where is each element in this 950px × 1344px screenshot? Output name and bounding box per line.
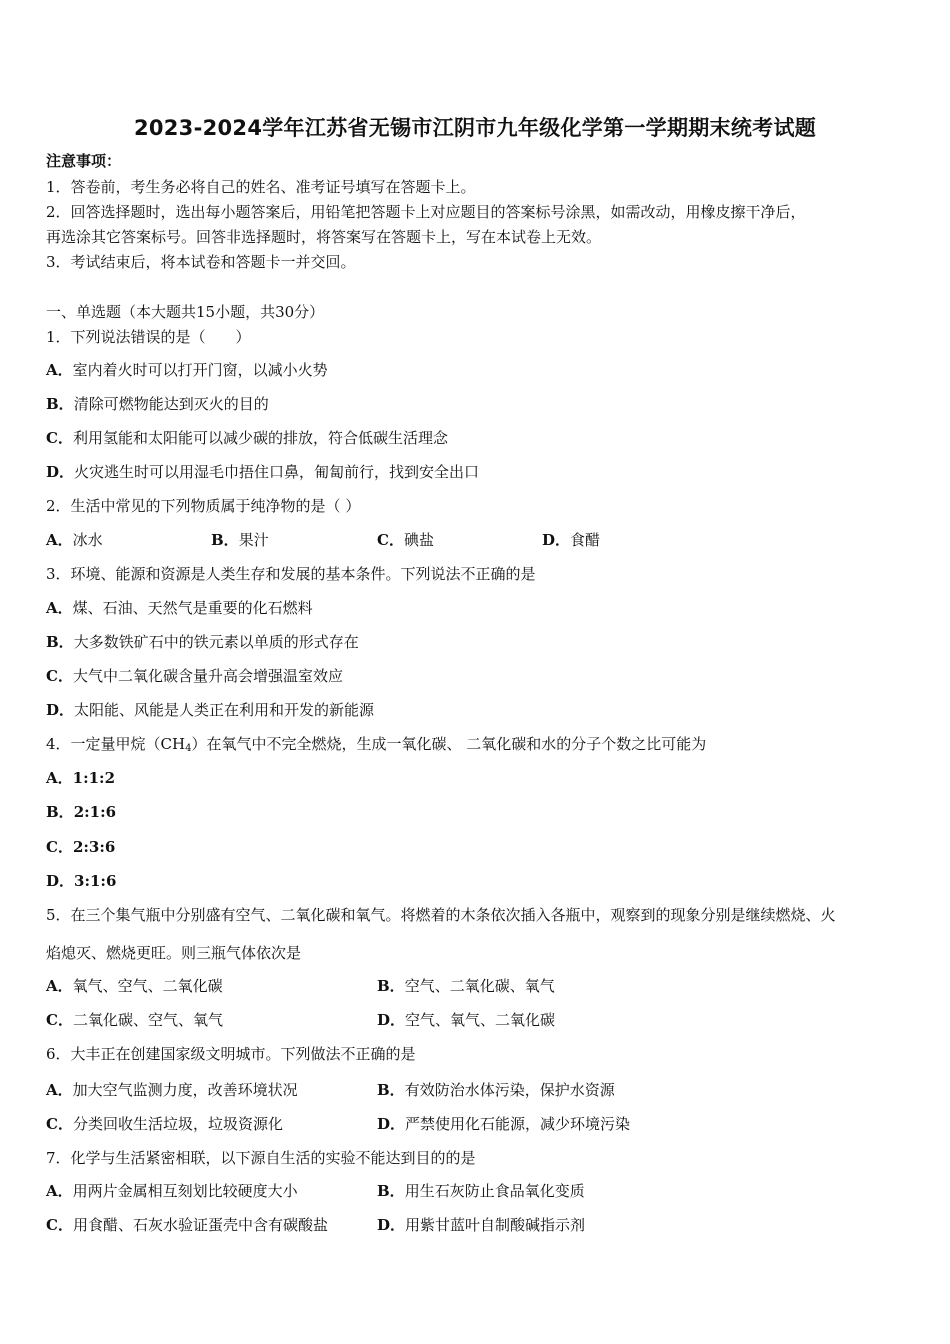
option-text: 清除可燃物能达到灭火的目的 xyxy=(73,395,269,413)
question-2-stem: 2．生活中常见的下列物质属于纯净物的是（ ） xyxy=(46,497,361,515)
option-letter: D． xyxy=(542,531,571,549)
option-letter: B． xyxy=(211,531,239,549)
option-letter: B． xyxy=(46,803,74,821)
q2-option-c xyxy=(377,531,434,549)
option-letter: C． xyxy=(46,1115,73,1133)
option-text: 利用氢能和太阳能可以减少碳的排放，符合低碳生活理念 xyxy=(72,429,448,447)
option-letter: A． xyxy=(46,1081,73,1099)
q6-option-d xyxy=(377,1115,630,1133)
option-text: 煤、石油、天然气是重要的化石燃料 xyxy=(72,599,313,617)
option-text: 2:1:6 xyxy=(73,803,117,821)
q2-option-a xyxy=(46,531,103,549)
section-heading: 一、单选题（本大题共15小题，共30分） xyxy=(46,303,325,321)
q2-option-b xyxy=(211,531,269,549)
q1-option-d xyxy=(46,463,479,481)
option-text: 大多数铁矿石中的铁元素以单质的形式存在 xyxy=(73,633,359,651)
option-letter: C． xyxy=(46,838,73,856)
q4-option-d xyxy=(46,872,116,890)
option-text: 火灾逃生时可以用湿毛巾捂住口鼻，匍匐前行，找到安全出口 xyxy=(74,463,480,481)
option-text: 分类回收生活垃圾，垃圾资源化 xyxy=(72,1115,283,1133)
option-letter: D． xyxy=(377,1115,406,1133)
option-letter: B． xyxy=(377,1081,405,1099)
option-text: 用两片金属相互刻划比较硬度大小 xyxy=(72,1182,298,1200)
stem-text: 4．一定量甲烷（CH xyxy=(46,735,186,753)
option-text: 有效防治水体污染，保护水资源 xyxy=(404,1081,615,1099)
option-text: 用紫甘蓝叶自制酸碱指示剂 xyxy=(405,1216,586,1234)
q4-option-b xyxy=(46,803,116,821)
notice-item: 1．答卷前，考生务必将自己的姓名、准考证号填写在答题卡上。 xyxy=(46,178,476,196)
q4-option-c xyxy=(46,838,115,856)
stem-text: ）在氧气中不完全燃烧，生成一氧化碳、 二氧化碳和水的分子个数之比可能为 xyxy=(191,735,707,753)
question-6-stem: 6．大丰正在创建国家级文明城市。下列做法不正确的是 xyxy=(46,1045,416,1063)
q3-option-a xyxy=(46,599,313,617)
option-letter: B． xyxy=(377,1182,405,1200)
option-text: 空气、二氧化碳、氧气 xyxy=(404,977,555,995)
q5-option-d xyxy=(377,1011,555,1029)
option-text: 室内着火时可以打开门窗，以减小火势 xyxy=(72,361,328,379)
option-letter: A． xyxy=(46,977,73,995)
q5-option-a xyxy=(46,977,223,995)
option-text: 用生石灰防止食品氧化变质 xyxy=(404,1182,585,1200)
option-text: 空气、氧气、二氧化碳 xyxy=(405,1011,556,1029)
q4-option-a xyxy=(46,769,115,787)
q5-option-b xyxy=(377,977,555,995)
option-letter: D． xyxy=(46,872,75,890)
question-5-stem-cont: 焰熄灭、燃烧更旺。则三瓶气体依次是 xyxy=(46,944,302,962)
question-3-stem: 3．环境、能源和资源是人类生存和发展的基本条件。下列说法不正确的是 xyxy=(46,565,536,583)
option-letter: C． xyxy=(46,1011,73,1029)
option-text: 用食醋、石灰水验证蛋壳中含有碳酸盐 xyxy=(72,1216,328,1234)
option-text: 食醋 xyxy=(570,531,601,549)
option-letter: B． xyxy=(46,633,74,651)
q6-option-c xyxy=(46,1115,283,1133)
option-text: 大气中二氧化碳含量升高会增强温室效应 xyxy=(72,667,343,685)
option-text: 冰水 xyxy=(72,531,103,549)
q6-option-a xyxy=(46,1081,298,1099)
question-7-stem: 7．化学与生活紧密相联，以下源自生活的实验不能达到目的的是 xyxy=(46,1149,476,1167)
q3-option-c xyxy=(46,667,343,685)
q7-option-c xyxy=(46,1216,328,1234)
option-letter: A． xyxy=(46,361,73,379)
option-text: 氧气、空气、二氧化碳 xyxy=(72,977,223,995)
q2-option-d xyxy=(542,531,600,549)
q6-option-b xyxy=(377,1081,615,1099)
notice-item: 3．考试结束后，将本试卷和答题卡一并交回。 xyxy=(46,253,356,271)
subscript: 4 xyxy=(185,743,192,754)
question-5-stem: 5．在三个集气瓶中分别盛有空气、二氧化碳和氧气。将燃着的木条依次插入各瓶中，观察到的现象分别是继续燃烧、火 xyxy=(46,906,836,924)
question-4-stem xyxy=(46,735,706,758)
q7-option-a xyxy=(46,1182,298,1200)
option-letter: A． xyxy=(46,1182,73,1200)
option-letter: C． xyxy=(46,1216,73,1234)
q7-option-b xyxy=(377,1182,585,1200)
option-text: 3:1:6 xyxy=(74,872,117,890)
q1-option-c xyxy=(46,429,448,447)
option-letter: A． xyxy=(46,769,73,787)
q1-option-b xyxy=(46,395,269,413)
option-letter: D． xyxy=(46,463,75,481)
option-text: 碘盐 xyxy=(403,531,434,549)
option-letter: A． xyxy=(46,599,73,617)
option-text: 果汁 xyxy=(238,531,269,549)
option-text: 加大空气监测力度，改善环境状况 xyxy=(72,1081,298,1099)
notice-item: 2．回答选择题时，选出每小题答案后，用铅笔把答题卡上对应题目的答案标号涂黑，如需改动，用橡皮擦干净后， xyxy=(46,203,806,221)
q5-option-c xyxy=(46,1011,223,1029)
option-text: 二氧化碳、空气、氧气 xyxy=(72,1011,223,1029)
option-letter: D． xyxy=(377,1216,406,1234)
option-letter: C． xyxy=(46,667,73,685)
option-letter: B． xyxy=(377,977,405,995)
q1-option-a xyxy=(46,361,328,379)
option-letter: B． xyxy=(46,395,74,413)
q7-option-d xyxy=(377,1216,585,1234)
option-text: 太阳能、风能是人类正在利用和开发的新能源 xyxy=(74,701,375,719)
option-text: 1:1:2 xyxy=(72,769,116,787)
option-text: 严禁使用化石能源，减少环境污染 xyxy=(405,1115,631,1133)
notice-heading: 注意事项： xyxy=(46,152,122,170)
option-text: 2:3:6 xyxy=(72,838,116,856)
option-letter: A． xyxy=(46,531,73,549)
q3-option-d xyxy=(46,701,374,719)
option-letter: D． xyxy=(46,701,75,719)
option-letter: C． xyxy=(377,531,404,549)
question-1-stem: 1．下列说法错误的是（ ） xyxy=(46,328,251,346)
exam-title: 2023-2024学年江苏省无锡市江阴市九年级化学第一学期期末统考试题 xyxy=(133,116,817,140)
option-letter: C． xyxy=(46,429,73,447)
notice-item: 再选涂其它答案标号。回答非选择题时，将答案写在答题卡上，写在本试卷上无效。 xyxy=(46,228,602,246)
q3-option-b xyxy=(46,633,359,651)
option-letter: D． xyxy=(377,1011,406,1029)
